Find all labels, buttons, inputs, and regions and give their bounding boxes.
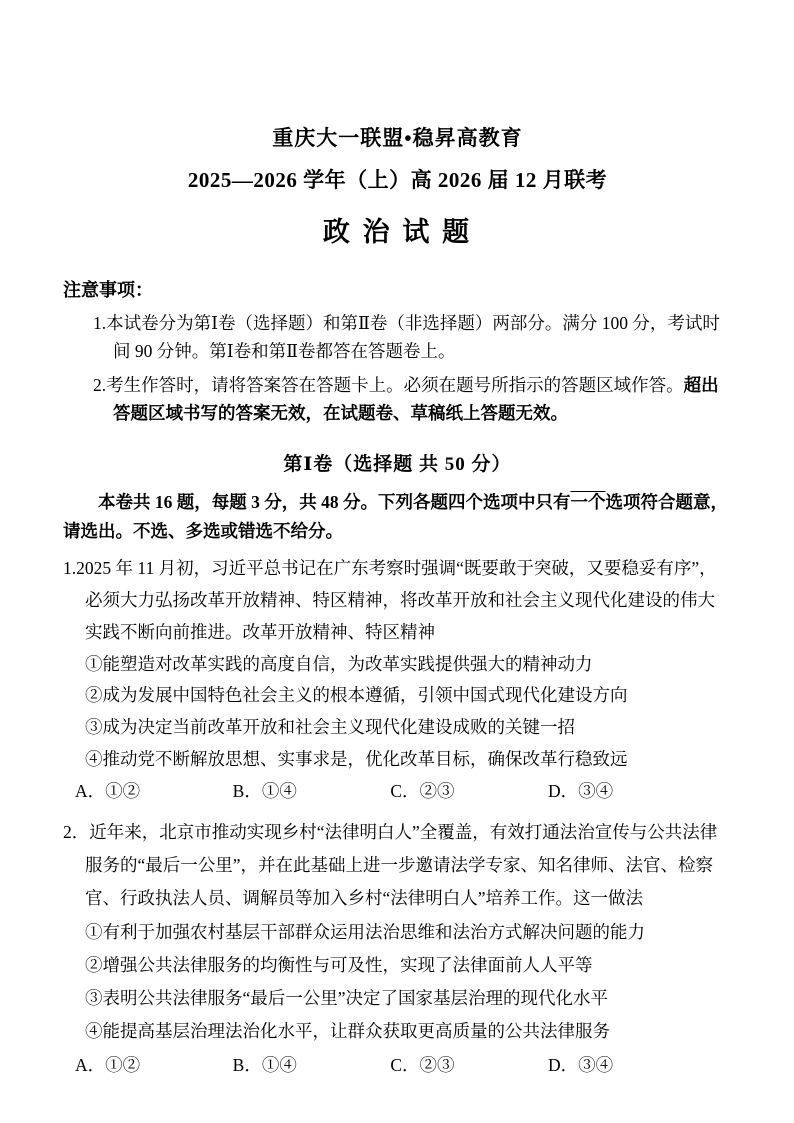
notice-heading: 注意事项： [63,280,153,300]
question-2-option-2: ②增强公共法律服务的均衡性与可及性，实现了法律面前人人平等 [85,954,593,975]
question-2-option-1: ①有利于加强农村基层干部群众运用法治思维和法治方式解决问题的能力 [85,921,645,942]
notice-section [63,277,732,427]
question-2-stem: 2．近年来，北京市推动实现乡村“法律明白人”全覆盖，有效打通法治宣传与公共法律服务的“最后一公里”，并在此基础上进一步邀请法学专家、知名律师、法官、检察官、行政执法人员、调解员等加入乡村“法律明白人”培养工作。这一做法 [63,821,718,909]
question-1-option-3: ③成为决定当前改革开放和社会主义现代化建设成败的关键一招 [85,717,575,738]
question-2-option-3: ③表明公共法律服务“最后一公里”决定了国家基层治理的现代化水平 [85,988,609,1009]
intro-post: 选项符合题意，请选出。不选、多选或错选不给分。 [63,492,728,541]
exam-org-line: 重庆大一联盟•稳昇高教育 [272,126,523,150]
question-1-choice-c: C．②③ [390,780,455,801]
question-1-option-2: ②成为发展中国特色社会主义的根本遵循，引领中国式现代化建设方向 [85,685,628,706]
notice-item-2 [93,371,732,428]
question-2-choice-b: B．①④ [232,1054,297,1075]
section-1-heading: 第Ⅰ卷（选择题 共 50 分） [283,454,512,476]
question-1 [63,553,732,808]
question-2-choice-d: D．③④ [548,1054,614,1075]
intro-emphasized-word: 一个 [570,492,606,513]
section-1-intro [63,488,732,545]
question-1-stem: 1.2025 年 11 月初，习近平总书记在广东考察时强调“既要敢于突破，又要稳妥有序”，必须大力弘扬改革开放精神、特区精神，将改革开放和社会主义现代化建设的伟大实践不断向前推进。改革开放精神、特区精神 [63,558,717,642]
question-2-choice-a: A．①② [75,1054,141,1075]
notice-item-2-normal: 2.考生作答时，请将答案答在答题卡上。必须在题号所指示的答题区域作答。 [93,374,684,395]
exam-session-line: 2025—2026 学年（上）高 2026 届 12 月联考 [187,168,608,192]
question-2 [63,816,732,1082]
paper-title: 政 治 试 题 [322,217,473,247]
question-1-answer-row [63,776,732,808]
question-1-choice-b: B．①④ [232,780,297,801]
question-1-option-4: ④推动党不断解放思想、实事求是，优化改革目标，确保改革行稳致远 [85,749,628,770]
question-1-option-1: ①能塑造对改革实践的高度自信，为改革实践提供强大的精神动力 [85,653,593,674]
question-2-option-4: ④能提高基层治理法治化水平，让群众获取更高质量的公共法律服务 [85,1021,610,1042]
question-2-answer-row [63,1049,732,1082]
question-2-choice-c: C．②③ [390,1054,455,1075]
question-1-choice-a: A．①② [75,780,141,801]
notice-item-1: 1.本试卷分为第Ⅰ卷（选择题）和第Ⅱ卷（非选择题）两部分。满分 100 分，考试时间 90 分钟。第Ⅰ卷和第Ⅱ卷都答在答题卷上。 [93,313,720,362]
notice-item-2-bold: 超出答题区域书写的答案无效，在试题卷、草稿纸上答题无效。 [113,374,719,424]
intro-pre: 本卷共 16 题，每题 3 分，共 48 分。下列各题四个选项中只有 [98,492,571,513]
question-1-choice-d: D．③④ [548,780,614,801]
